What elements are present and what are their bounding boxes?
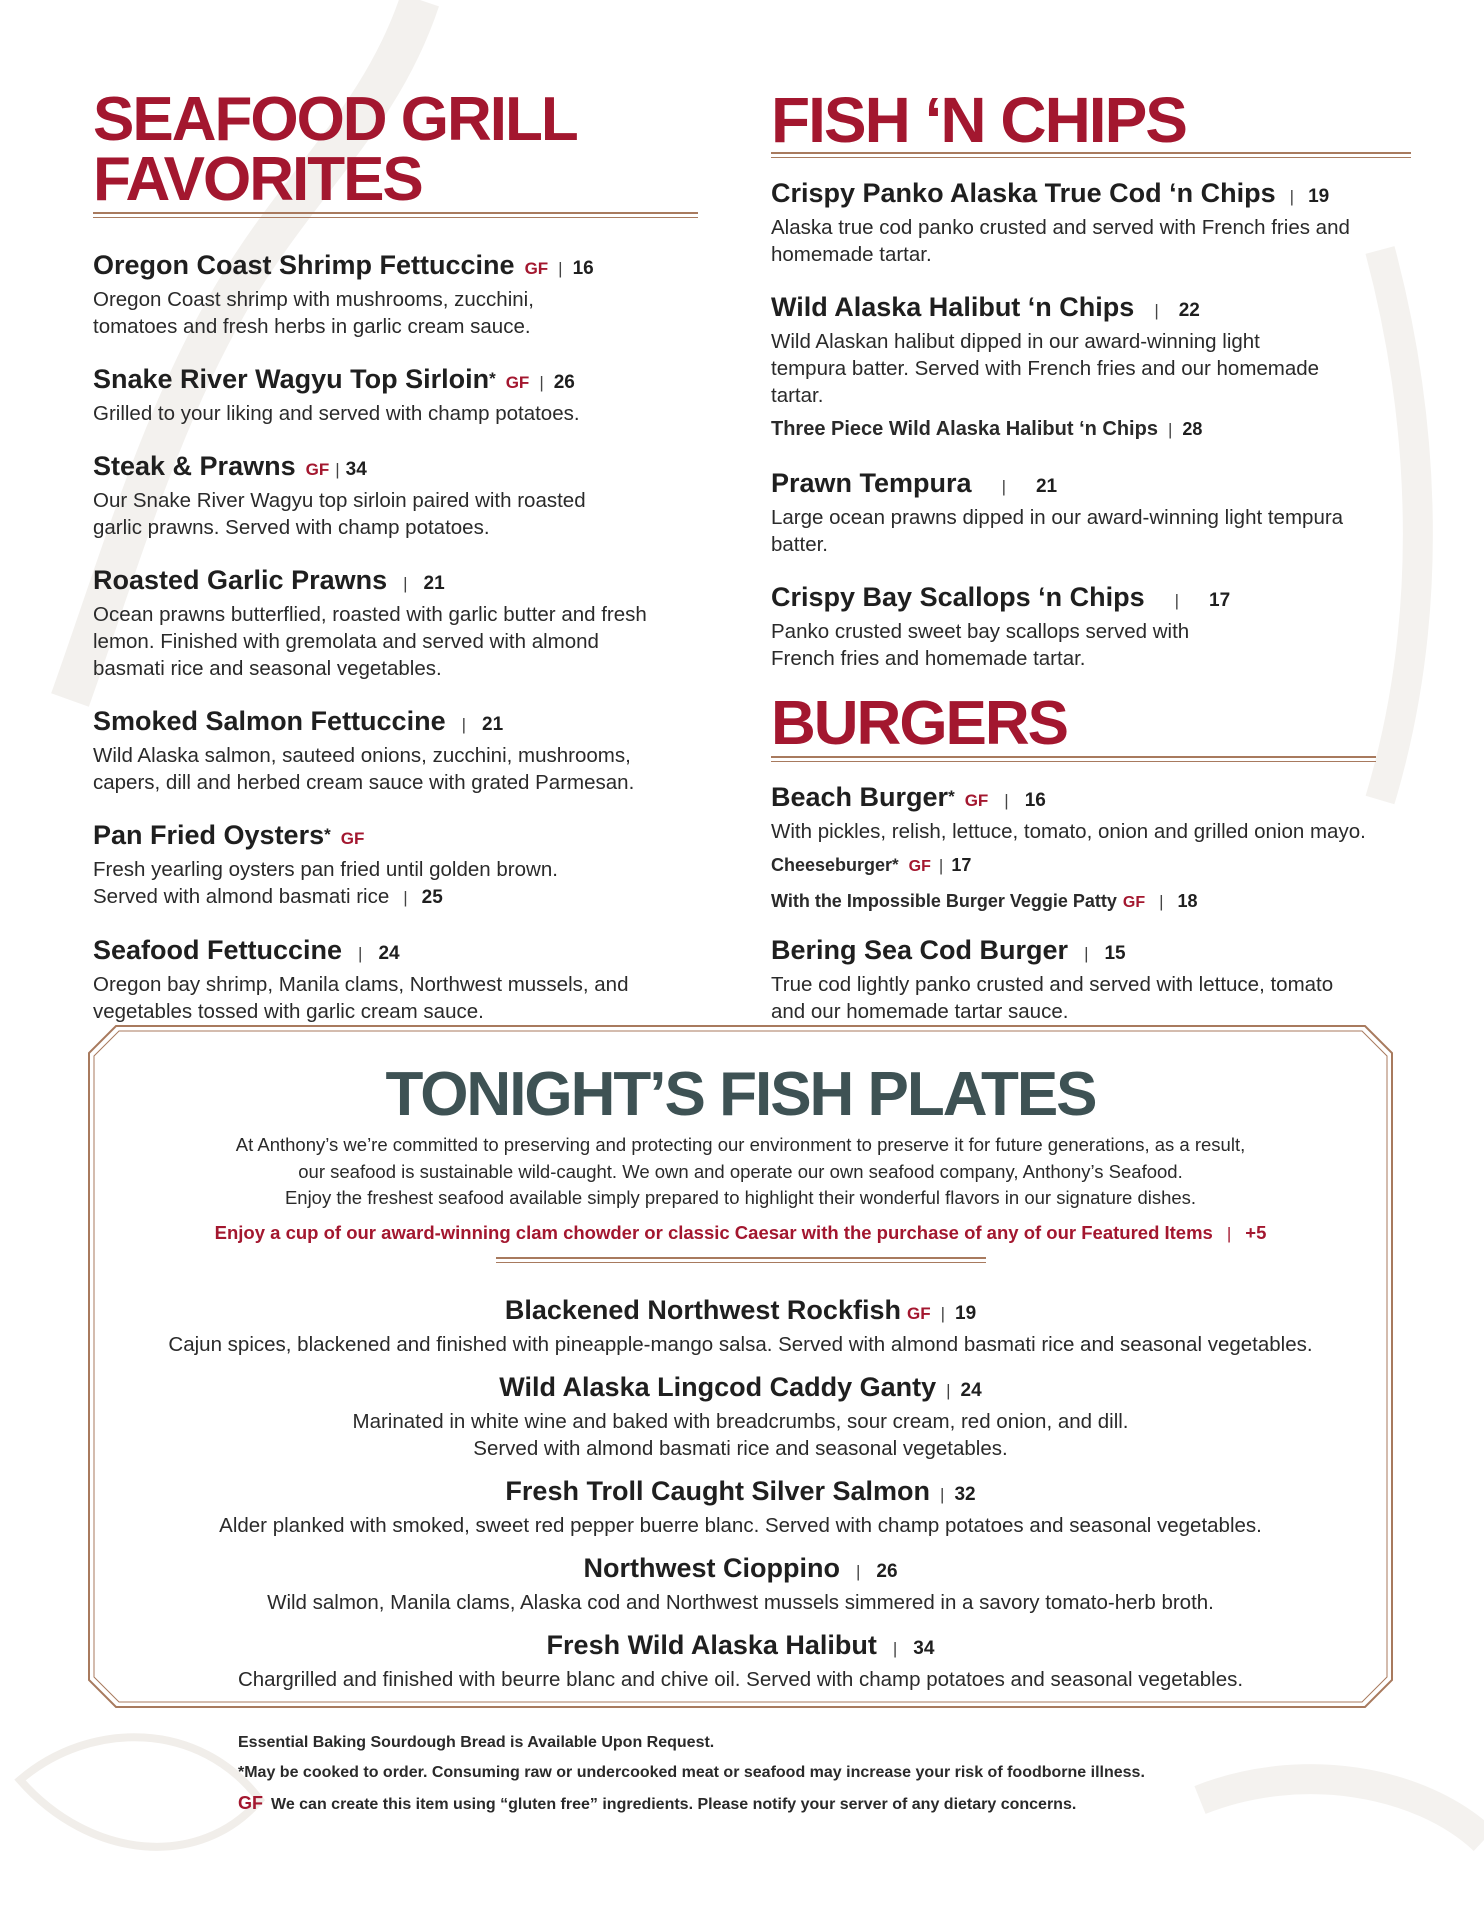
separator: |: [539, 373, 544, 392]
gf-badge: GF: [1122, 894, 1146, 911]
menu-item: [93, 818, 703, 911]
raw-warning: *May be cooked to order. Consuming raw or undercooked meat or seafood may increase your risk of foodborne illness.: [238, 1764, 1145, 1781]
menu-item: [771, 580, 1411, 672]
separator: |: [558, 259, 563, 278]
item-price: 21: [423, 573, 445, 594]
item-description: Wild Alaska salmon, sauteed onions, zucchini, mushrooms, capers, dill and herbed cream sauce with grated Parmesan.: [93, 744, 635, 794]
item-price: 17: [1209, 590, 1231, 611]
promo-price: +5: [1245, 1221, 1267, 1243]
item-price: 34: [913, 1637, 935, 1659]
sub-item-price: 18: [1177, 891, 1198, 911]
item-description: Alaska true cod panko crusted and served with French fries and homemade tartar.: [771, 216, 1350, 266]
sub-item-price: 17: [951, 855, 972, 875]
fish-plates-rule: [496, 1257, 986, 1263]
item-price: 21: [1035, 476, 1058, 497]
item-name: Seafood Fettuccine: [93, 935, 343, 965]
asterisk-mark: *: [892, 855, 899, 874]
seafood-title: [93, 85, 703, 214]
item-price: 16: [1024, 790, 1046, 811]
asterisk-mark: *: [324, 825, 331, 844]
item-name: Wild Alaska Lingcod Caddy Ganty: [499, 1371, 937, 1402]
separator: |: [1154, 301, 1159, 320]
separator: |: [1226, 1223, 1232, 1243]
item-name: Crispy Panko Alaska True Cod ‘n Chips: [771, 178, 1276, 208]
promo-line: [88, 1222, 1393, 1244]
menu-item: [771, 290, 1411, 444]
item-description: Oregon bay shrimp, Manila clams, Northwest mussels, and vegetables tossed with garlic cream sauce.: [93, 973, 629, 1023]
gf-badge: GF: [505, 373, 530, 392]
item-price: 34: [345, 459, 367, 480]
item-description-line2: Served with almond basmati rice: [93, 885, 390, 908]
separator: |: [1001, 477, 1006, 496]
item-name: Steak & Prawns: [93, 451, 296, 481]
item-description: Chargrilled and finished with beurre blanc and chive oil. Served with champ potatoes and seasonal vegetables.: [237, 1667, 1244, 1691]
item-name: Wild Alaska Halibut ‘n Chips: [771, 292, 1135, 322]
separator: |: [1084, 944, 1089, 963]
gf-badge: GF: [238, 1793, 263, 1813]
fish-plates-title: TONIGHT’S FISH PLATES: [385, 1060, 1096, 1129]
gf-badge: GF: [305, 460, 330, 479]
separator: |: [403, 574, 408, 593]
seafood-grill-section: [93, 85, 703, 1047]
seafood-title-line1: SEAFOOD GRILL: [93, 85, 577, 154]
item-description: With pickles, relish, lettuce, tomato, onion and grilled onion mayo.: [771, 820, 1366, 843]
item-price: 24: [960, 1379, 982, 1401]
separator: |: [1174, 591, 1180, 610]
item-price: 26: [553, 372, 575, 393]
bread-note: Essential Baking Sourdough Bread is Available Upon Request.: [238, 1734, 715, 1751]
item-description: Marinated in white wine and baked with breadcrumbs, sour cream, red onion, and dill.: [352, 1409, 1129, 1433]
item-name: Blackened Northwest Rockfish: [504, 1294, 901, 1325]
fish-n-chips-section: [771, 84, 1411, 1047]
fish-plate-item: [88, 1474, 1393, 1539]
separator: |: [358, 944, 363, 963]
item-description: Our Snake River Wagyu top sirloin paired with roasted garlic prawns. Served with champ potatoes.: [93, 489, 586, 539]
item-price: 15: [1104, 943, 1126, 964]
separator: |: [1167, 420, 1173, 439]
menu-item: [771, 933, 1411, 1025]
asterisk-mark: *: [489, 369, 496, 388]
separator: |: [940, 1484, 945, 1504]
menu-item: [93, 563, 703, 682]
separator: |: [940, 1303, 945, 1323]
item-price: 25: [421, 887, 443, 908]
separator: |: [1159, 892, 1164, 911]
separator: |: [1289, 187, 1295, 206]
item-description: Ocean prawns butterflied, roasted with garlic butter and fresh lemon. Finished with gremolata and served with almond basmati rice and seasonal vegetables.: [93, 603, 647, 680]
item-description: Large ocean prawns dipped in our award-winning light tempura batter.: [771, 506, 1344, 556]
item-price: 26: [876, 1560, 898, 1582]
item-name: Crispy Bay Scallops ‘n Chips: [771, 582, 1145, 612]
separator: |: [855, 1561, 861, 1581]
footnotes: [238, 1728, 1145, 1820]
item-price: 19: [955, 1302, 977, 1324]
item-name: Oregon Coast Shrimp Fettuccine: [93, 250, 515, 280]
separator: |: [892, 1638, 898, 1658]
item-description: Alder planked with smoked, sweet red pepper buerre blanc. Served with champ potatoes and seasonal vegetables.: [219, 1513, 1262, 1537]
gf-badge: GF: [340, 829, 365, 848]
fish-plate-item: [88, 1551, 1393, 1616]
item-name: Roasted Garlic Prawns: [93, 565, 388, 595]
menu-item: [93, 704, 703, 796]
item-description: Oregon Coast shrimp with mushrooms, zucchini, tomatoes and fresh herbs in garlic cream sauce.: [93, 288, 534, 338]
promo-text: Enjoy a cup of our award-winning clam chowder or classic Caesar with the purchase of any of our Featured Items: [214, 1221, 1213, 1243]
menu-item: [93, 449, 703, 541]
item-description: True cod lightly panko crusted and served with lettuce, tomato and our homemade tartar sauce.: [771, 973, 1334, 1023]
menu-item: [93, 362, 703, 427]
gf-badge: GF: [908, 858, 931, 875]
separator: |: [1004, 791, 1009, 810]
item-description: Wild salmon, Manila clams, Alaska cod and Northwest mussels simmered in a savory tomato-herb broth.: [267, 1590, 1214, 1614]
fish-plate-item: [88, 1370, 1393, 1462]
item-price: 24: [378, 943, 400, 964]
seafood-title-line2: FAVORITES: [93, 145, 422, 214]
sub-item-name: With the Impossible Burger Veggie Patty: [771, 891, 1117, 911]
item-name: Prawn Tempura: [771, 468, 972, 498]
item-description-line2: Served with almond basmati rice and seasonal vegetables.: [473, 1436, 1008, 1460]
separator: |: [946, 1380, 951, 1400]
intro-line: At Anthony’s we’re committed to preserving and protecting our environment to preserve it for future generations, as a result,: [235, 1134, 1246, 1155]
item-price: 16: [572, 258, 594, 279]
item-description: Cajun spices, blackened and finished with pineapple-mango salsa. Served with almond basmati rice and seasonal vegetables.: [168, 1332, 1313, 1356]
item-name: Northwest Cioppino: [583, 1552, 840, 1583]
gf-badge: GF: [906, 1303, 931, 1323]
item-name: Smoked Salmon Fettuccine: [93, 706, 446, 736]
burgers-title: BURGERS: [771, 689, 1068, 758]
sub-item-name: Cheeseburger: [771, 855, 893, 875]
fish-plates-box: [88, 1025, 1393, 1708]
menu-item: [771, 780, 1411, 917]
gf-note: We can create this item using “gluten free” ingredients. Please notify your server of any dietary concerns.: [271, 1796, 1077, 1813]
item-price: 32: [954, 1483, 976, 1505]
item-price: 19: [1308, 186, 1330, 207]
item-price: 22: [1178, 300, 1200, 321]
intro-line: Enjoy the freshest seafood available simply prepared to highlight their wonderful flavors in our signature dishes.: [284, 1187, 1197, 1208]
separator: |: [335, 460, 340, 479]
item-name: Fresh Wild Alaska Halibut: [546, 1629, 877, 1660]
asterisk-mark: *: [948, 787, 955, 806]
item-description: Wild Alaskan halibut dipped in our award-winning light tempura batter. Served with French fries and our homemade tartar.: [771, 330, 1320, 407]
item-name: Pan Fried Oysters: [93, 820, 325, 850]
separator: |: [403, 888, 408, 907]
item-description: Panko crusted sweet bay scallops served with French fries and homemade tartar.: [771, 620, 1190, 670]
menu-item: [93, 248, 703, 340]
intro-line: our seafood is sustainable wild-caught. We own and operate our own seafood company, Anthony’s Seafood.: [298, 1160, 1183, 1182]
item-name: Snake River Wagyu Top Sirloin: [93, 364, 490, 394]
item-description: Grilled to your liking and served with champ potatoes.: [93, 402, 580, 425]
menu-item: [771, 466, 1411, 558]
sub-item-price: 28: [1182, 419, 1203, 439]
menu-item: [771, 176, 1411, 268]
sub-item-name: Three Piece Wild Alaska Halibut ‘n Chips: [771, 418, 1158, 440]
menu-item: [93, 933, 703, 1025]
item-name: Fresh Troll Caught Silver Salmon: [505, 1475, 931, 1506]
gf-badge: GF: [964, 791, 989, 810]
gf-badge: GF: [524, 259, 549, 278]
separator: |: [938, 856, 944, 875]
item-name: Bering Sea Cod Burger: [771, 935, 1069, 965]
fish-plate-item: [88, 1628, 1393, 1693]
fish-plate-item: [88, 1293, 1393, 1358]
separator: |: [461, 715, 467, 734]
fishnchips-title: FISH ‘N CHIPS: [771, 84, 1186, 156]
item-name: Beach Burger: [771, 782, 949, 812]
item-price: 21: [482, 714, 504, 735]
item-description: Fresh yearling oysters pan fried until golden brown.: [93, 858, 558, 881]
